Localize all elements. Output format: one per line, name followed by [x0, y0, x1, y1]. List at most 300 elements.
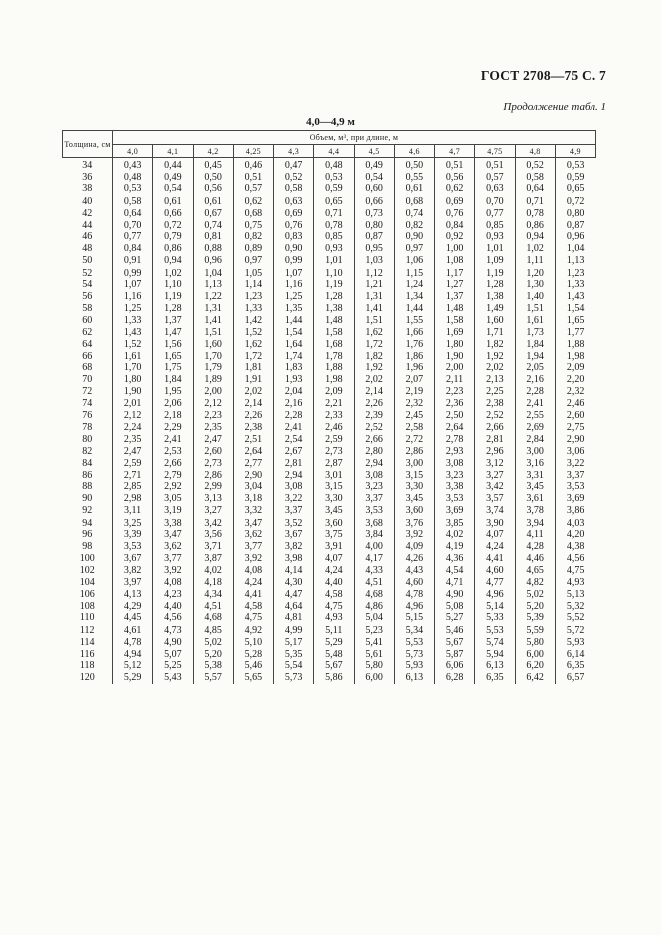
volume-cell: 5,02 — [515, 589, 555, 601]
volume-cell: 4,73 — [153, 624, 193, 637]
volume-cell: 1,70 — [113, 362, 153, 374]
volume-cell: 3,78 — [515, 505, 555, 518]
volume-cell: 1,15 — [394, 268, 434, 280]
thickness-cell: 104 — [63, 577, 113, 589]
volume-cell: 1,58 — [314, 327, 354, 339]
volume-cell: 1,51 — [354, 314, 394, 327]
volume-cell: 2,32 — [394, 398, 434, 410]
volume-cell: 2,59 — [113, 458, 153, 470]
length-header-row — [63, 145, 596, 158]
volume-cell: 0,87 — [566, 219, 585, 231]
volume-cell: 3,22 — [274, 493, 314, 505]
volume-cell: 3,23 — [435, 470, 475, 482]
volume-cell: 2,41 — [153, 434, 193, 446]
table-row — [63, 220, 596, 232]
volume-cell: 0,49 — [153, 172, 193, 184]
volume-cell: 2,90 — [566, 433, 585, 445]
table-body — [63, 158, 596, 684]
volume-cell: 2,21 — [314, 398, 354, 410]
volume-cell: 2,25 — [475, 386, 515, 399]
volume-cell: 4,34 — [193, 589, 233, 601]
volume-cell: 4,00 — [354, 541, 394, 553]
volume-cell: 2,54 — [274, 434, 314, 446]
volume-cell: 4,11 — [515, 529, 555, 541]
volume-cell: 3,08 — [435, 458, 475, 470]
volume-cell: 6,57 — [566, 671, 585, 683]
volume-cell: 2,87 — [314, 458, 354, 470]
volume-cell: 5,41 — [354, 637, 394, 649]
volume-cell: 2,99 — [193, 481, 233, 493]
volume-cell: 3,68 — [354, 518, 394, 530]
table-row — [63, 637, 596, 649]
length-header-cell: 4,7 — [435, 145, 475, 158]
table-row — [63, 564, 596, 577]
volume-cell: 5,33 — [475, 612, 515, 624]
thickness-cell: 92 — [63, 505, 113, 518]
volume-cell: 2,58 — [394, 422, 434, 434]
volume-cell: 1,10 — [314, 268, 354, 280]
volume-cell: 4,96 — [475, 589, 515, 601]
thickness-cell: 116 — [63, 649, 113, 661]
thickness-cell: 110 — [63, 612, 113, 624]
volume-cell: 2,52 — [475, 410, 515, 422]
length-header-cell: 4,5 — [354, 145, 394, 158]
volume-cell: 1,30 — [515, 279, 555, 291]
volume-cell: 5,87 — [435, 649, 475, 661]
volume-cell: 4,45 — [113, 612, 153, 624]
volume-cell: 2,90 — [233, 470, 273, 482]
volume-cell: 2,36 — [435, 398, 475, 410]
volume-cell: 3,12 — [475, 458, 515, 470]
volume-cell: 1,28 — [314, 291, 354, 303]
volume-cell: 0,44 — [153, 158, 193, 172]
volume-cell: 0,82 — [394, 220, 434, 232]
thickness-cell: 38 — [63, 183, 113, 195]
thickness-cell: 112 — [63, 624, 113, 637]
volume-cell: 2,23 — [193, 410, 233, 422]
table-row — [63, 231, 596, 243]
volume-cell: 1,69 — [435, 327, 475, 339]
volume-cell: 0,57 — [475, 172, 515, 184]
thickness-cell: 120 — [63, 672, 113, 684]
volume-cell: 4,38 — [566, 541, 585, 553]
volume-cell: 5,73 — [394, 649, 434, 661]
volume-cell: 2,84 — [515, 434, 555, 446]
thickness-cell: 88 — [63, 481, 113, 493]
thickness-cell: 108 — [63, 601, 113, 613]
volume-cell: 5,43 — [153, 672, 193, 684]
volume-cell: 0,54 — [153, 183, 193, 195]
volume-cell: 5,53 — [475, 624, 515, 637]
volume-cell: 4,82 — [515, 577, 555, 589]
volume-cell: 1,38 — [475, 291, 515, 303]
volume-cell: 3,45 — [515, 481, 555, 493]
volume-cell: 4,93 — [314, 612, 354, 624]
volume-cell: 2,80 — [354, 445, 394, 458]
volume-cell: 3,90 — [475, 518, 515, 530]
volume-cell: 3,77 — [153, 553, 193, 565]
volume-cell: 3,67 — [274, 529, 314, 541]
volume-cell: 1,21 — [354, 279, 394, 291]
volume-cell: 0,61 — [394, 183, 434, 195]
volume-cell: 0,62 — [233, 195, 273, 208]
volume-cell: 1,84 — [153, 374, 193, 386]
volume-cell: 0,62 — [435, 183, 475, 195]
volume-cell: 0,68 — [394, 195, 434, 208]
volume-cell: 1,31 — [193, 303, 233, 315]
volume-cell: 4,90 — [153, 637, 193, 649]
volume-cell: 0,86 — [515, 220, 555, 232]
volume-cell: 2,04 — [274, 386, 314, 399]
thickness-cell: 74 — [63, 398, 113, 410]
table-continuation-note: Продолжение табл. 1 — [503, 101, 606, 113]
volume-cell: 5,15 — [394, 612, 434, 624]
volume-cell: 5,28 — [233, 649, 273, 661]
volume-cell: 3,45 — [394, 493, 434, 505]
volume-cell: 2,26 — [233, 410, 273, 422]
volume-cell: 0,43 — [113, 158, 153, 172]
volume-cell: 2,73 — [193, 458, 233, 470]
volume-cell: 3,75 — [314, 529, 354, 541]
volume-cell: 1,20 — [515, 268, 555, 280]
volume-cell: 0,55 — [394, 172, 434, 184]
volume-cell: 2,79 — [153, 470, 193, 482]
volume-cell: 1,56 — [153, 339, 193, 351]
volume-cell: 1,80 — [435, 339, 475, 351]
volume-cell: 0,78 — [515, 208, 555, 220]
volume-cell: 4,02 — [193, 564, 233, 577]
volume-cell: 2,71 — [113, 470, 153, 482]
volume-cell: 4,36 — [435, 553, 475, 565]
volume-cell: 2,35 — [113, 434, 153, 446]
volume-cell: 5,93 — [394, 660, 434, 672]
volume-cell: 2,60 — [193, 445, 233, 458]
volume-cell: 4,46 — [515, 553, 555, 565]
table-row — [63, 577, 596, 589]
volume-cell: 2,93 — [435, 445, 475, 458]
volume-cell: 1,75 — [153, 362, 193, 374]
volume-cell: 0,83 — [274, 231, 314, 243]
volume-cell: 1,51 — [193, 327, 233, 339]
thickness-cell: 46 — [63, 231, 113, 243]
table-row — [63, 158, 596, 172]
volume-cell: 1,10 — [153, 279, 193, 291]
volume-cell: 2,67 — [274, 445, 314, 458]
volume-cell: 1,04 — [193, 268, 233, 280]
volume-cell: 4,24 — [314, 564, 354, 577]
volume-cell: 0,71 — [515, 195, 555, 208]
volume-cell: 2,32 — [566, 386, 585, 398]
volume-cell: 0,84 — [113, 243, 153, 255]
volume-cell: 3,69 — [566, 493, 585, 505]
volume-cell: 3,42 — [475, 481, 515, 493]
volume-cell: 2,07 — [394, 374, 434, 386]
volume-cell: 3,56 — [193, 529, 233, 541]
volume-cell: 4,24 — [233, 577, 273, 589]
volume-cell: 0,90 — [274, 243, 314, 255]
volume-cell: 3,76 — [394, 518, 434, 530]
volume-cell: 6,13 — [475, 660, 515, 672]
table-row — [63, 351, 596, 363]
volume-cell: 1,16 — [274, 279, 314, 291]
volume-cell: 0,56 — [435, 172, 475, 184]
table-row — [63, 386, 596, 399]
volume-cell: 2,06 — [153, 398, 193, 410]
volume-cell: 5,39 — [515, 612, 555, 624]
table-row — [63, 505, 596, 518]
volume-cell: 2,78 — [435, 434, 475, 446]
volume-cell: 1,09 — [475, 255, 515, 268]
volume-cell: 5,67 — [435, 637, 475, 649]
table-row — [63, 303, 596, 315]
volume-cell: 1,74 — [274, 351, 314, 363]
volume-cell: 2,47 — [193, 434, 233, 446]
volume-cell: 0,45 — [193, 158, 233, 172]
volume-cell: 2,52 — [354, 422, 394, 434]
volume-cell: 4,68 — [193, 612, 233, 624]
volume-cell: 3,57 — [475, 493, 515, 505]
volume-cell: 0,71 — [314, 208, 354, 220]
volume-cell: 4,07 — [314, 553, 354, 565]
thickness-cell: 90 — [63, 493, 113, 505]
volume-cell: 1,25 — [113, 303, 153, 315]
volume-cell: 1,64 — [274, 339, 314, 351]
volume-cell: 1,48 — [435, 303, 475, 315]
thickness-cell: 40 — [63, 195, 113, 208]
thickness-cell: 96 — [63, 529, 113, 541]
volume-cell: 3,92 — [153, 564, 193, 577]
volume-cell: 1,91 — [233, 374, 273, 386]
thickness-cell: 56 — [63, 291, 113, 303]
volume-cell: 0,93 — [314, 243, 354, 255]
volume-cell: 2,12 — [113, 410, 153, 422]
volume-cell: 4,20 — [566, 529, 585, 541]
volume-cell: 0,76 — [435, 208, 475, 220]
volume-cell: 0,51 — [475, 158, 515, 172]
table-row — [63, 553, 596, 565]
volume-cell: 4,14 — [274, 564, 314, 577]
volume-cell: 0,59 — [566, 171, 585, 183]
volume-cell: 4,07 — [475, 529, 515, 541]
volume-cell: 2,64 — [435, 422, 475, 434]
volume-cell: 0,64 — [515, 183, 555, 195]
volume-cell: 4,60 — [394, 577, 434, 589]
volume-cell: 2,77 — [233, 458, 273, 470]
volume-cell: 2,09 — [314, 386, 354, 399]
volume-cell: 4,40 — [314, 577, 354, 589]
volume-cell: 5,23 — [354, 624, 394, 637]
volume-cell: 3,32 — [233, 505, 273, 518]
table-row — [63, 672, 596, 684]
volume-cell: 1,02 — [153, 268, 193, 280]
volume-cell: 4,40 — [153, 601, 193, 613]
volume-cell: 0,60 — [354, 183, 394, 195]
volume-cell: 2,38 — [475, 398, 515, 410]
volume-cell: 3,53 — [113, 541, 153, 553]
volume-cell: 4,68 — [354, 589, 394, 601]
volume-cell: 0,77 — [475, 208, 515, 220]
volume-cell: 6,35 — [475, 672, 515, 684]
volume-cell: 3,01 — [314, 470, 354, 482]
thickness-header: Толщина, см — [63, 131, 113, 158]
volume-cell: 1,01 — [475, 243, 515, 255]
volume-cell: 0,72 — [566, 195, 585, 207]
volume-cell: 2,41 — [274, 422, 314, 434]
volume-cell: 0,89 — [233, 243, 273, 255]
volume-cell: 2,00 — [435, 362, 475, 374]
volume-cell: 0,96 — [566, 231, 585, 243]
volume-cell: 2,66 — [153, 458, 193, 470]
volume-cell: 3,60 — [314, 518, 354, 530]
volume-cell: 5,74 — [475, 637, 515, 649]
volume-cell: 3,38 — [435, 481, 475, 493]
volume-cell: 0,93 — [475, 231, 515, 243]
volume-cell: 5,59 — [515, 624, 555, 637]
thickness-cell: 78 — [63, 422, 113, 434]
thickness-cell: 80 — [63, 434, 113, 446]
volume-cell: 2,98 — [113, 493, 153, 505]
volume-cell: 3,13 — [193, 493, 233, 505]
volume-cell: 2,75 — [566, 421, 585, 433]
volume-cell: 1,73 — [515, 327, 555, 339]
volume-cell: 5,73 — [274, 672, 314, 684]
volume-cell: 1,90 — [113, 386, 153, 399]
volume-cell: 1,77 — [566, 327, 585, 339]
volume-cell: 2,92 — [153, 481, 193, 493]
volume-cell: 3,05 — [153, 493, 193, 505]
volume-cell: 4,58 — [233, 601, 273, 613]
volume-cell: 4,51 — [354, 577, 394, 589]
volume-cell: 4,96 — [394, 601, 434, 613]
thickness-cell: 106 — [63, 589, 113, 601]
volume-cell: 4,17 — [354, 553, 394, 565]
volume-cell: 0,94 — [153, 255, 193, 268]
volume-cell: 2,02 — [475, 362, 515, 374]
volume-cell: 0,68 — [233, 208, 273, 220]
volume-cell: 3,67 — [113, 553, 153, 565]
volume-cell: 0,69 — [274, 208, 314, 220]
volume-cell: 4,26 — [394, 553, 434, 565]
table-row — [63, 279, 596, 291]
volume-cell: 3,82 — [274, 541, 314, 553]
volume-cell: 0,69 — [435, 195, 475, 208]
volume-cell: 5,65 — [233, 672, 273, 684]
volume-cell: 0,66 — [354, 195, 394, 208]
volume-cell: 2,73 — [314, 445, 354, 458]
length-header-cell: 4,25 — [233, 145, 273, 158]
volume-cell: 2,01 — [113, 398, 153, 410]
volume-cell: 3,18 — [233, 493, 273, 505]
thickness-cell: 118 — [63, 660, 113, 672]
volume-cell: 0,72 — [153, 220, 193, 232]
volume-cell: 4,24 — [475, 541, 515, 553]
volume-cell: 2,38 — [233, 422, 273, 434]
volume-cell: 1,03 — [354, 255, 394, 268]
volume-cell: 1,07 — [274, 268, 314, 280]
volume-cell: 3,86 — [566, 505, 585, 517]
volume-cell: 2,05 — [515, 362, 555, 374]
volume-cell: 2,18 — [153, 410, 193, 422]
volume-cell: 1,27 — [435, 279, 475, 291]
volume-cell: 1,19 — [475, 268, 515, 280]
volume-cell: 6,14 — [566, 648, 585, 660]
volume-cell: 5,12 — [113, 660, 153, 672]
volume-cell: 5,14 — [475, 601, 515, 613]
volume-cell: 4,18 — [193, 577, 233, 589]
volume-cell: 1,19 — [153, 291, 193, 303]
volume-cell: 0,63 — [274, 195, 314, 208]
volume-cell: 4,64 — [274, 601, 314, 613]
length-header-cell: 4,1 — [153, 145, 193, 158]
thickness-cell: 102 — [63, 564, 113, 577]
volume-cell: 4,09 — [394, 541, 434, 553]
volume-cell: 0,47 — [274, 158, 314, 172]
volume-cell: 1,89 — [193, 374, 233, 386]
volume-cell: 3,16 — [515, 458, 555, 470]
volume-cell: 1,60 — [475, 314, 515, 327]
volume-cell: 5,11 — [314, 624, 354, 637]
volume-cell: 2,16 — [274, 398, 314, 410]
volume-cell: 3,37 — [566, 469, 585, 481]
volume-cell: 0,90 — [394, 231, 434, 243]
volume-cell: 1,79 — [193, 362, 233, 374]
length-header-cell: 4,9 — [555, 145, 595, 158]
thickness-cell: 60 — [63, 314, 113, 327]
thickness-cell: 50 — [63, 255, 113, 268]
volume-cell: 3,00 — [394, 458, 434, 470]
thickness-cell: 52 — [63, 268, 113, 280]
volume-cell: 1,88 — [314, 362, 354, 374]
length-header-cell: 4,0 — [113, 145, 153, 158]
volume-cell: 4,86 — [354, 601, 394, 613]
volume-cell: 2,66 — [475, 422, 515, 434]
volume-cell: 2,46 — [566, 398, 585, 410]
volume-cell: 0,78 — [314, 220, 354, 232]
volume-cell: 5,61 — [354, 649, 394, 661]
volume-cell: 0,97 — [233, 255, 273, 268]
volume-cell: 2,66 — [354, 434, 394, 446]
volume-cell: 1,65 — [153, 351, 193, 363]
volume-cell: 1,98 — [566, 350, 585, 362]
table-row — [63, 339, 596, 351]
volume-cell: 6,00 — [515, 649, 555, 661]
volume-cell: 2,20 — [566, 373, 585, 385]
volume-cell: 3,62 — [153, 541, 193, 553]
volume-cell: 1,96 — [394, 362, 434, 374]
volume-cell: 1,49 — [475, 303, 515, 315]
table-row — [63, 362, 596, 374]
volume-cell: 2,64 — [233, 445, 273, 458]
volume-cell: 0,80 — [566, 207, 585, 219]
volume-cell: 3,08 — [274, 481, 314, 493]
table-row — [63, 243, 596, 255]
volume-cell: 3,15 — [314, 481, 354, 493]
volume-cell: 4,78 — [113, 637, 153, 649]
volume-cell: 6,06 — [435, 660, 475, 672]
volume-cell: 1,13 — [193, 279, 233, 291]
volume-cell: 1,66 — [394, 327, 434, 339]
volume-cell: 1,60 — [193, 339, 233, 351]
volume-cell: 4,43 — [394, 564, 434, 577]
volume-cell: 0,73 — [354, 208, 394, 220]
volume-cell: 0,51 — [435, 158, 475, 172]
table-row — [63, 183, 596, 195]
volume-cell: 5,94 — [475, 649, 515, 661]
thickness-cell: 68 — [63, 362, 113, 374]
table-row — [63, 481, 596, 493]
volume-cell: 1,34 — [394, 291, 434, 303]
volume-cell: 3,47 — [153, 529, 193, 541]
